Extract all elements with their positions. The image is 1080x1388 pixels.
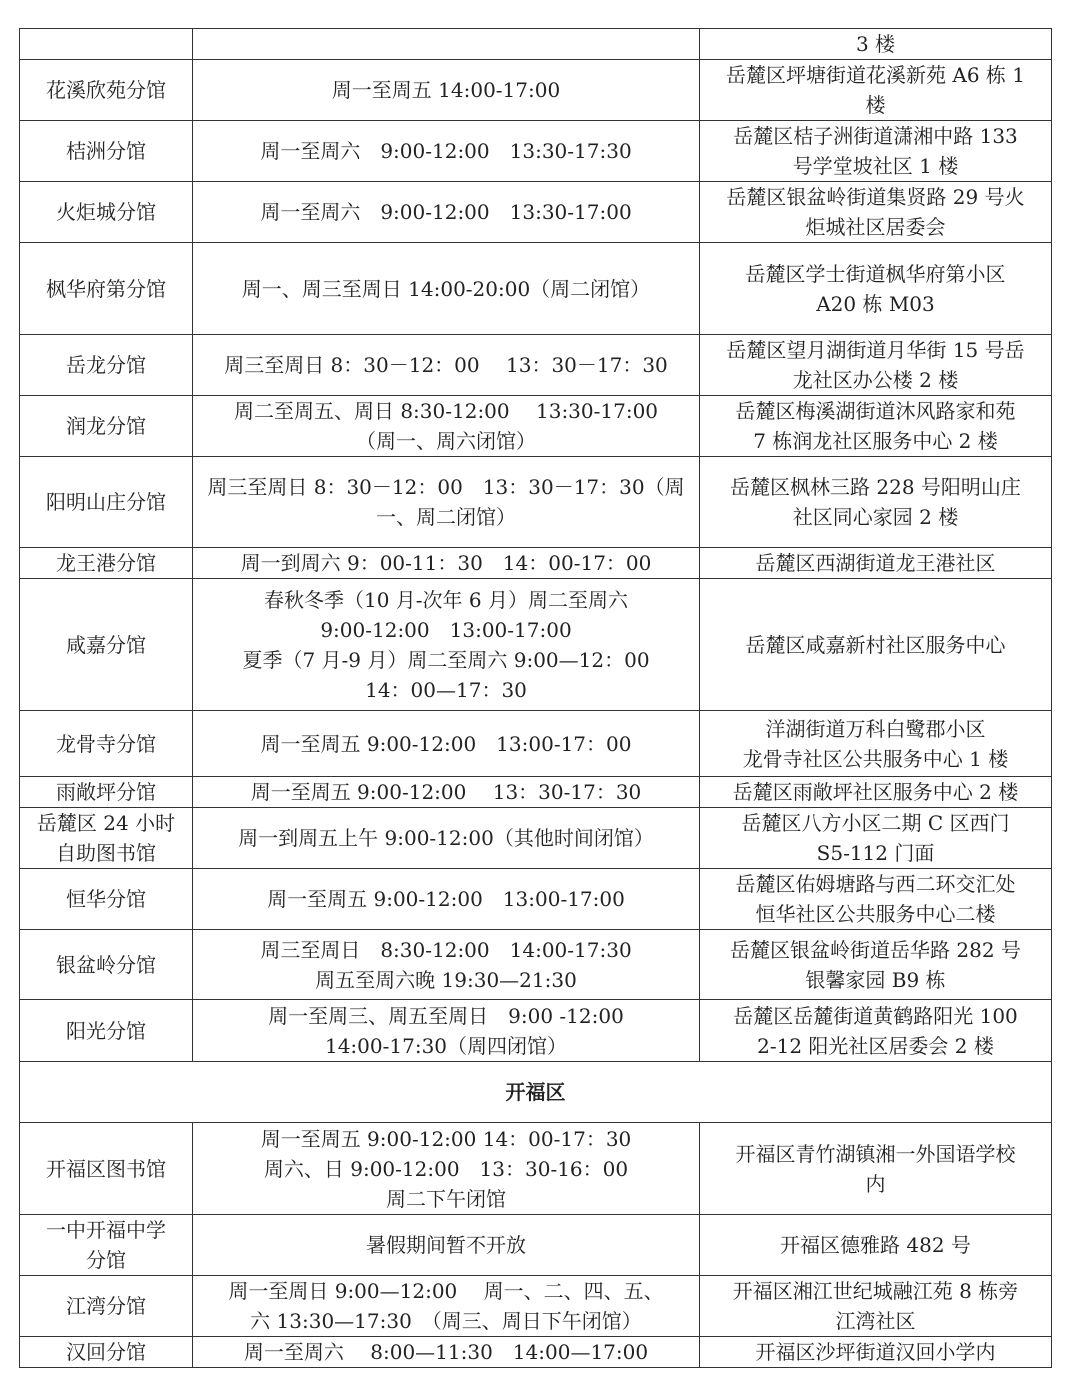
branch-name-cell: 阳光分馆 — [20, 1000, 193, 1062]
table-row — [20, 396, 1052, 457]
address-cell: 岳麓区枫林三路 228 号阳明山庄 社区同心家园 2 楼 — [700, 457, 1052, 548]
opening-hours-cell: 周三至周日 8:30-12:00 14:00-17:30 周五至周六晚 19:30—21:30 — [193, 930, 700, 1000]
opening-hours-cell: 周一至周六 9:00-12:00 13:30-17:30 — [193, 121, 700, 182]
table-row — [20, 777, 1052, 808]
branch-name-cell: 雨敞坪分馆 — [20, 777, 193, 808]
address-cell: 岳麓区咸嘉新村社区服务中心 — [700, 579, 1052, 711]
table-row — [20, 182, 1052, 243]
address-cell: 3 楼 — [700, 29, 1052, 60]
branch-name-cell: 咸嘉分馆 — [20, 579, 193, 711]
address-cell: 岳麓区八方小区二期 C 区西门 S5-112 门面 — [700, 808, 1052, 869]
table-row — [20, 1123, 1052, 1215]
branch-name-cell: 阳明山庄分馆 — [20, 457, 193, 548]
opening-hours-cell: 春秋冬季（10 月-次年 6 月）周二至周六 9:00-12:00 13:00-17:00 夏季（7 月-9 月）周二至周六 9:00—12：00 14：00—17：30 — [193, 579, 700, 711]
address-cell: 岳麓区银盆岭街道集贤路 29 号火 炬城社区居委会 — [700, 182, 1052, 243]
opening-hours-cell: 周一、周三至周日 14:00-20:00（周二闭馆） — [193, 243, 700, 335]
branch-name-cell: 岳麓区 24 小时 自助图书馆 — [20, 808, 193, 869]
address-cell: 岳麓区佑姆塘路与西二环交汇处 恒华社区公共服务中心二楼 — [700, 869, 1052, 930]
branch-name-cell: 龙骨寺分馆 — [20, 711, 193, 777]
address-cell: 开福区湘江世纪城融江苑 8 栋旁 江湾社区 — [700, 1276, 1052, 1337]
table-row — [20, 1276, 1052, 1337]
table-row — [20, 1337, 1052, 1368]
table-row — [20, 121, 1052, 182]
branch-name-cell: 润龙分馆 — [20, 396, 193, 457]
table-row — [20, 335, 1052, 396]
address-cell: 岳麓区西湖街道龙王港社区 — [700, 548, 1052, 579]
table-row — [20, 808, 1052, 869]
opening-hours-cell: 周一至周五 9:00-12:00 13:00-17：00 — [193, 711, 700, 777]
address-cell: 岳麓区望月湖街道月华街 15 号岳 龙社区办公楼 2 楼 — [700, 335, 1052, 396]
table-row — [20, 60, 1052, 121]
opening-hours-cell: 周一至周五 9:00-12:00 14：00-17：30 周六、日 9:00-12:00 13：30-16：00 周二下午闭馆 — [193, 1123, 700, 1215]
address-cell: 岳麓区梅溪湖街道沐风路家和苑 7 栋润龙社区服务中心 2 楼 — [700, 396, 1052, 457]
branch-name-cell: 江湾分馆 — [20, 1276, 193, 1337]
opening-hours-cell: 周一至周日 9:00—12:00 周一、二、四、五、 六 13:30—17:30 （周三、周日下午闭馆） — [193, 1276, 700, 1337]
section-header-row — [20, 1062, 1052, 1123]
branch-name-cell: 桔洲分馆 — [20, 121, 193, 182]
opening-hours-cell: 周一至周三、周五至周日 9:00 -12:00 14:00-17:30（周四闭馆） — [193, 1000, 700, 1062]
branch-name-cell: 岳龙分馆 — [20, 335, 193, 396]
opening-hours-cell: 周一至周六 8:00—11:30 14:00—17:00 — [193, 1337, 700, 1368]
table-row — [20, 579, 1052, 711]
address-cell: 岳麓区桔子洲街道潇湘中路 133 号学堂坡社区 1 楼 — [700, 121, 1052, 182]
opening-hours-cell: 周三至周日 8：30－12：00 13：30－17：30（周 一、周二闭馆） — [193, 457, 700, 548]
table-row — [20, 930, 1052, 1000]
opening-hours-cell: 周一到周六 9：00-11：30 14：00-17：00 — [193, 548, 700, 579]
branch-name-cell: 一中开福中学 分馆 — [20, 1215, 193, 1276]
branch-name-cell — [20, 29, 193, 60]
branch-name-cell: 银盆岭分馆 — [20, 930, 193, 1000]
branch-name-cell: 汉回分馆 — [20, 1337, 193, 1368]
opening-hours-cell: 周一到周五上午 9:00-12:00（其他时间闭馆） — [193, 808, 700, 869]
address-cell: 岳麓区岳麓街道黄鹤路阳光 100 2-12 阳光社区居委会 2 楼 — [700, 1000, 1052, 1062]
branch-name-cell: 恒华分馆 — [20, 869, 193, 930]
table-row — [20, 457, 1052, 548]
opening-hours-cell: 周二至周五、周日 8:30-12:00 13:30-17:00 （周一、周六闭馆） — [193, 396, 700, 457]
branch-name-cell: 火炬城分馆 — [20, 182, 193, 243]
address-cell: 岳麓区雨敞坪社区服务中心 2 楼 — [700, 777, 1052, 808]
table-row — [20, 1215, 1052, 1276]
address-cell: 开福区青竹湖镇湘一外国语学校 内 — [700, 1123, 1052, 1215]
opening-hours-cell — [193, 29, 700, 60]
branch-name-cell: 枫华府第分馆 — [20, 243, 193, 335]
table-row — [20, 29, 1052, 60]
opening-hours-cell: 周一至周六 9:00-12:00 13:30-17:00 — [193, 182, 700, 243]
branch-name-cell: 花溪欣苑分馆 — [20, 60, 193, 121]
table-row — [20, 711, 1052, 777]
address-cell: 开福区德雅路 482 号 — [700, 1215, 1052, 1276]
district-heading: 开福区 — [20, 1062, 1052, 1123]
branch-name-cell: 开福区图书馆 — [20, 1123, 193, 1215]
opening-hours-cell: 周一至周五 14:00-17:00 — [193, 60, 700, 121]
opening-hours-cell: 周三至周日 8：30－12：00 13：30－17：30 — [193, 335, 700, 396]
library-branch-table — [19, 28, 1052, 1368]
address-cell: 岳麓区银盆岭街道岳华路 282 号 银馨家园 B9 栋 — [700, 930, 1052, 1000]
address-cell: 岳麓区坪塘街道花溪新苑 A6 栋 1 楼 — [700, 60, 1052, 121]
table-row — [20, 1000, 1052, 1062]
table-row — [20, 243, 1052, 335]
opening-hours-cell: 暑假期间暂不开放 — [193, 1215, 700, 1276]
address-cell: 岳麓区学士街道枫华府第小区 A20 栋 M03 — [700, 243, 1052, 335]
opening-hours-cell: 周一至周五 9:00-12:00 13：30-17：30 — [193, 777, 700, 808]
address-cell: 洋湖街道万科白鹭郡小区 龙骨寺社区公共服务中心 1 楼 — [700, 711, 1052, 777]
opening-hours-cell: 周一至周五 9:00-12:00 13:00-17:00 — [193, 869, 700, 930]
table-row — [20, 869, 1052, 930]
branch-name-cell: 龙王港分馆 — [20, 548, 193, 579]
table-row — [20, 548, 1052, 579]
address-cell: 开福区沙坪街道汉回小学内 — [700, 1337, 1052, 1368]
